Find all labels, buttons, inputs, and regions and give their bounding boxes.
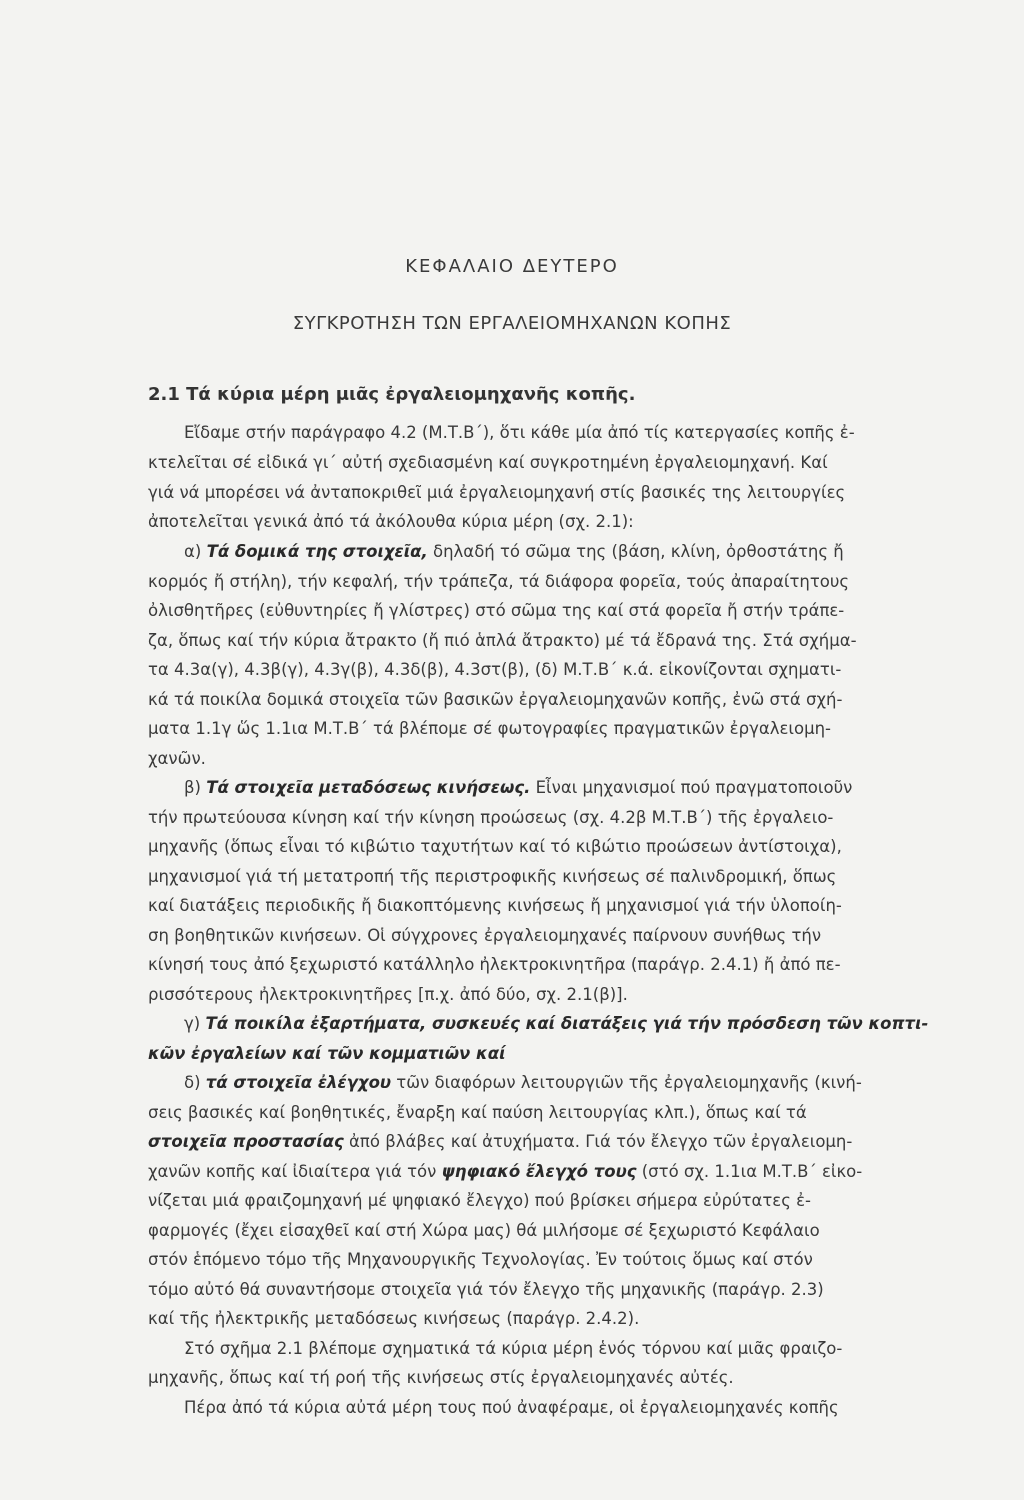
emphasis-term: Τά δομικά της στοιχεῖα, xyxy=(206,542,428,561)
text-line: κορμός ἤ στήλη), τήν κεφαλή, τήν τράπεζα, τά διάφορα φορεῖα, τούς ἀπαραίτητους xyxy=(148,572,850,591)
text-line: στόν ἑπόμενο τόμο τῆς Μηχανουργικῆς Τεχνολογίας. Ἐν τούτοις ὅμως καί στόν xyxy=(148,1250,813,1269)
text-span: ἀπό βλάβες καί ἀτυχήματα. Γιά τόν ἔλεγχο τῶν ἐργαλειομη- xyxy=(343,1132,853,1151)
text-line: Πέρα ἀπό τά κύρια αὐτά μέρη τους πού ἀναφέραμε, οἱ ἐργαλειομηχανές κοπῆς xyxy=(184,1398,839,1417)
text-line: ρισσότερους ἠλεκτροκινητῆρες [π.χ. ἀπό δύο, σχ. 2.1(β)]. xyxy=(148,985,628,1004)
text-line: μηχανισμοί γιά τή μετατροπή τῆς περιστροφικῆς κινήσεως σέ παλινδρομική, ὅπως xyxy=(148,867,837,886)
text-line: κά τά ποικίλα δομικά στοιχεῖα τῶν βασικῶν ἐργαλειομηχανῶν κοπῆς, ἐνῶ στά σχή- xyxy=(148,690,843,709)
text-line: χανῶν. xyxy=(148,749,206,768)
text-line: καί διατάξεις περιοδικῆς ἤ διακοπτόμενης κινήσεως ἤ μηχανισμοί γιά τήν ὑλοποίη- xyxy=(148,896,842,915)
emphasis-term: τά στοιχεῖα ἐλέγχου xyxy=(205,1073,392,1092)
text-line xyxy=(148,1162,862,1182)
text-line: τήν πρωτεύουσα κίνηση καί τήν κίνηση προώσεως (σχ. 4.2β Μ.Τ.Β΄) τῆς ἐργαλειο- xyxy=(148,808,834,827)
text-line xyxy=(184,778,852,798)
text-line xyxy=(148,1132,852,1152)
text-line: κτελεῖται σέ εἰδικά γι΄ αὐτή σχεδιασμένη καί συγκροτημένη ἐργαλειομηχανή. Καί xyxy=(148,453,828,472)
chapter-label: ΚΕΦΑΛΑΙΟ ΔΕΥΤΕΡΟ xyxy=(405,256,619,277)
text-span: (στό σχ. 1.1ια Μ.Τ.Β΄ εἰκο- xyxy=(636,1162,863,1181)
text-line: ζα, ὅπως καί τήν κύρια ἄτρακτο (ἤ πιό ἁπλά ἄτρακτο) μέ τά ἔδρανά της. Στά σχήμα- xyxy=(148,631,857,650)
text-line: γιά νά μπορέσει νά ἀνταποκριθεῖ μιά ἐργαλειομηχανή στίς βασικές της λειτουργίες xyxy=(148,483,846,502)
text-span: Εἶναι μηχανισμοί πού πραγματοποιοῦν xyxy=(530,778,853,797)
text-line: κῶν ἐργαλείων καί τῶν κομματιῶν καί xyxy=(148,1044,506,1063)
list-marker: α) xyxy=(184,542,207,561)
text-line: καί τῆς ἠλεκτρικῆς μεταδόσεως κινήσεως (παράγρ. 2.4.2). xyxy=(148,1309,640,1328)
text-line: ματα 1.1γ ὥς 1.1ια Μ.Τ.Β΄ τά βλέπομε σέ φωτογραφίες πραγματικῶν ἐργαλειομη- xyxy=(148,719,831,738)
text-span: δηλαδή τό σῶμα της (βάση, κλίνη, ὀρθοστάτης ἤ xyxy=(427,542,844,561)
text-line xyxy=(184,1073,862,1093)
text-line: τα 4.3α(γ), 4.3β(γ), 4.3γ(β), 4.3δ(β), 4.3στ(β), (δ) Μ.Τ.Β΄ κ.ά. εἰκονίζονται σχηματι- xyxy=(148,660,842,679)
emphasis-term: Τά ποικίλα ἐξαρτήματα, συσκευές καί διατάξεις γιά τήν πρόσδεση τῶν κοπτι- xyxy=(205,1014,929,1033)
text-line: νίζεται μιά φραιζομηχανή μέ ψηφιακό ἔλεγχο) πού βρίσκει σήμερα εὐρύτατες ἐ- xyxy=(148,1191,812,1210)
list-marker: β) xyxy=(184,778,207,797)
text-line: Στό σχῆμα 2.1 βλέπομε σχηματικά τά κύρια μέρη ἑνός τόρνου καί μιᾶς φραιζο- xyxy=(184,1339,843,1358)
list-marker: γ) xyxy=(184,1014,206,1033)
text-line: ση βοηθητικῶν κινήσεων. Οἱ σύγχρονες ἐργαλειομηχανές παίρνουν συνήθως τήν xyxy=(148,926,822,945)
text-line: ἀποτελεῖται γενικά ἀπό τά ἀκόλουθα κύρια μέρη (σχ. 2.1): xyxy=(148,512,634,531)
text-span: χανῶν κοπῆς καί ἰδιαίτερα γιά τόν xyxy=(148,1162,442,1181)
emphasis-term: Τά στοιχεῖα μεταδόσεως κινήσεως. xyxy=(206,778,531,797)
text-line xyxy=(184,542,844,562)
text-line: μηχανῆς, ὅπως καί τή ροή τῆς κινήσεως στίς ἐργαλειομηχανές αὐτές. xyxy=(148,1368,734,1387)
text-line: μηχανῆς (ὅπως εἶναι τό κιβώτιο ταχυτήτων καί τό κιβώτιο προώσεων ἀντίστοιχα), xyxy=(148,837,842,856)
text-line xyxy=(184,1014,928,1034)
text-line: τόμο αὐτό θά συναντήσομε στοιχεῖα γιά τόν ἔλεγχο τῆς μηχανικῆς (παράγρ. 2.3) xyxy=(148,1280,824,1299)
section-heading: 2.1 Τά κύρια μέρη μιᾶς ἐργαλειομηχανῆς κοπῆς. xyxy=(148,384,636,405)
text-line: κίνησή τους ἀπό ξεχωριστό κατάλληλο ἠλεκτροκινητῆρα (παράγρ. 2.4.1) ἤ ἀπό πε- xyxy=(148,955,841,974)
chapter-title: ΣΥΓΚΡΟΤΗΣΗ ΤΩΝ ΕΡΓΑΛΕΙΟΜΗΧΑΝΩΝ ΚΟΠΗΣ xyxy=(292,313,732,334)
emphasis-term: ψηφιακό ἔλεγχό τους xyxy=(441,1162,637,1181)
text-line: σεις βασικές καί βοηθητικές, ἔναρξη καί παύση λειτουργίας κλπ.), ὅπως καί τά xyxy=(148,1103,807,1122)
list-marker: δ) xyxy=(184,1073,206,1092)
emphasis-term: στοιχεῖα προστασίας xyxy=(148,1132,344,1151)
text-line: φαρμογές (ἔχει εἰσαχθεῖ καί στή Χώρα μας) θά μιλήσομε σέ ξεχωριστό Κεφάλαιο xyxy=(148,1221,820,1240)
text-line: Εἴδαμε στήν παράγραφο 4.2 (Μ.Τ.Β΄), ὅτι κάθε μία ἀπό τίς κατεργασίες κοπῆς ἐ- xyxy=(184,423,855,442)
text-line: ὀλισθητῆρες (εὐθυντηρίες ἤ γλίστρες) στό σῶμα της καί στά φορεῖα ἤ στήν τράπε- xyxy=(148,601,845,620)
text-span: τῶν διαφόρων λειτουργιῶν τῆς ἐργαλειομηχανῆς (κινή- xyxy=(391,1073,862,1092)
